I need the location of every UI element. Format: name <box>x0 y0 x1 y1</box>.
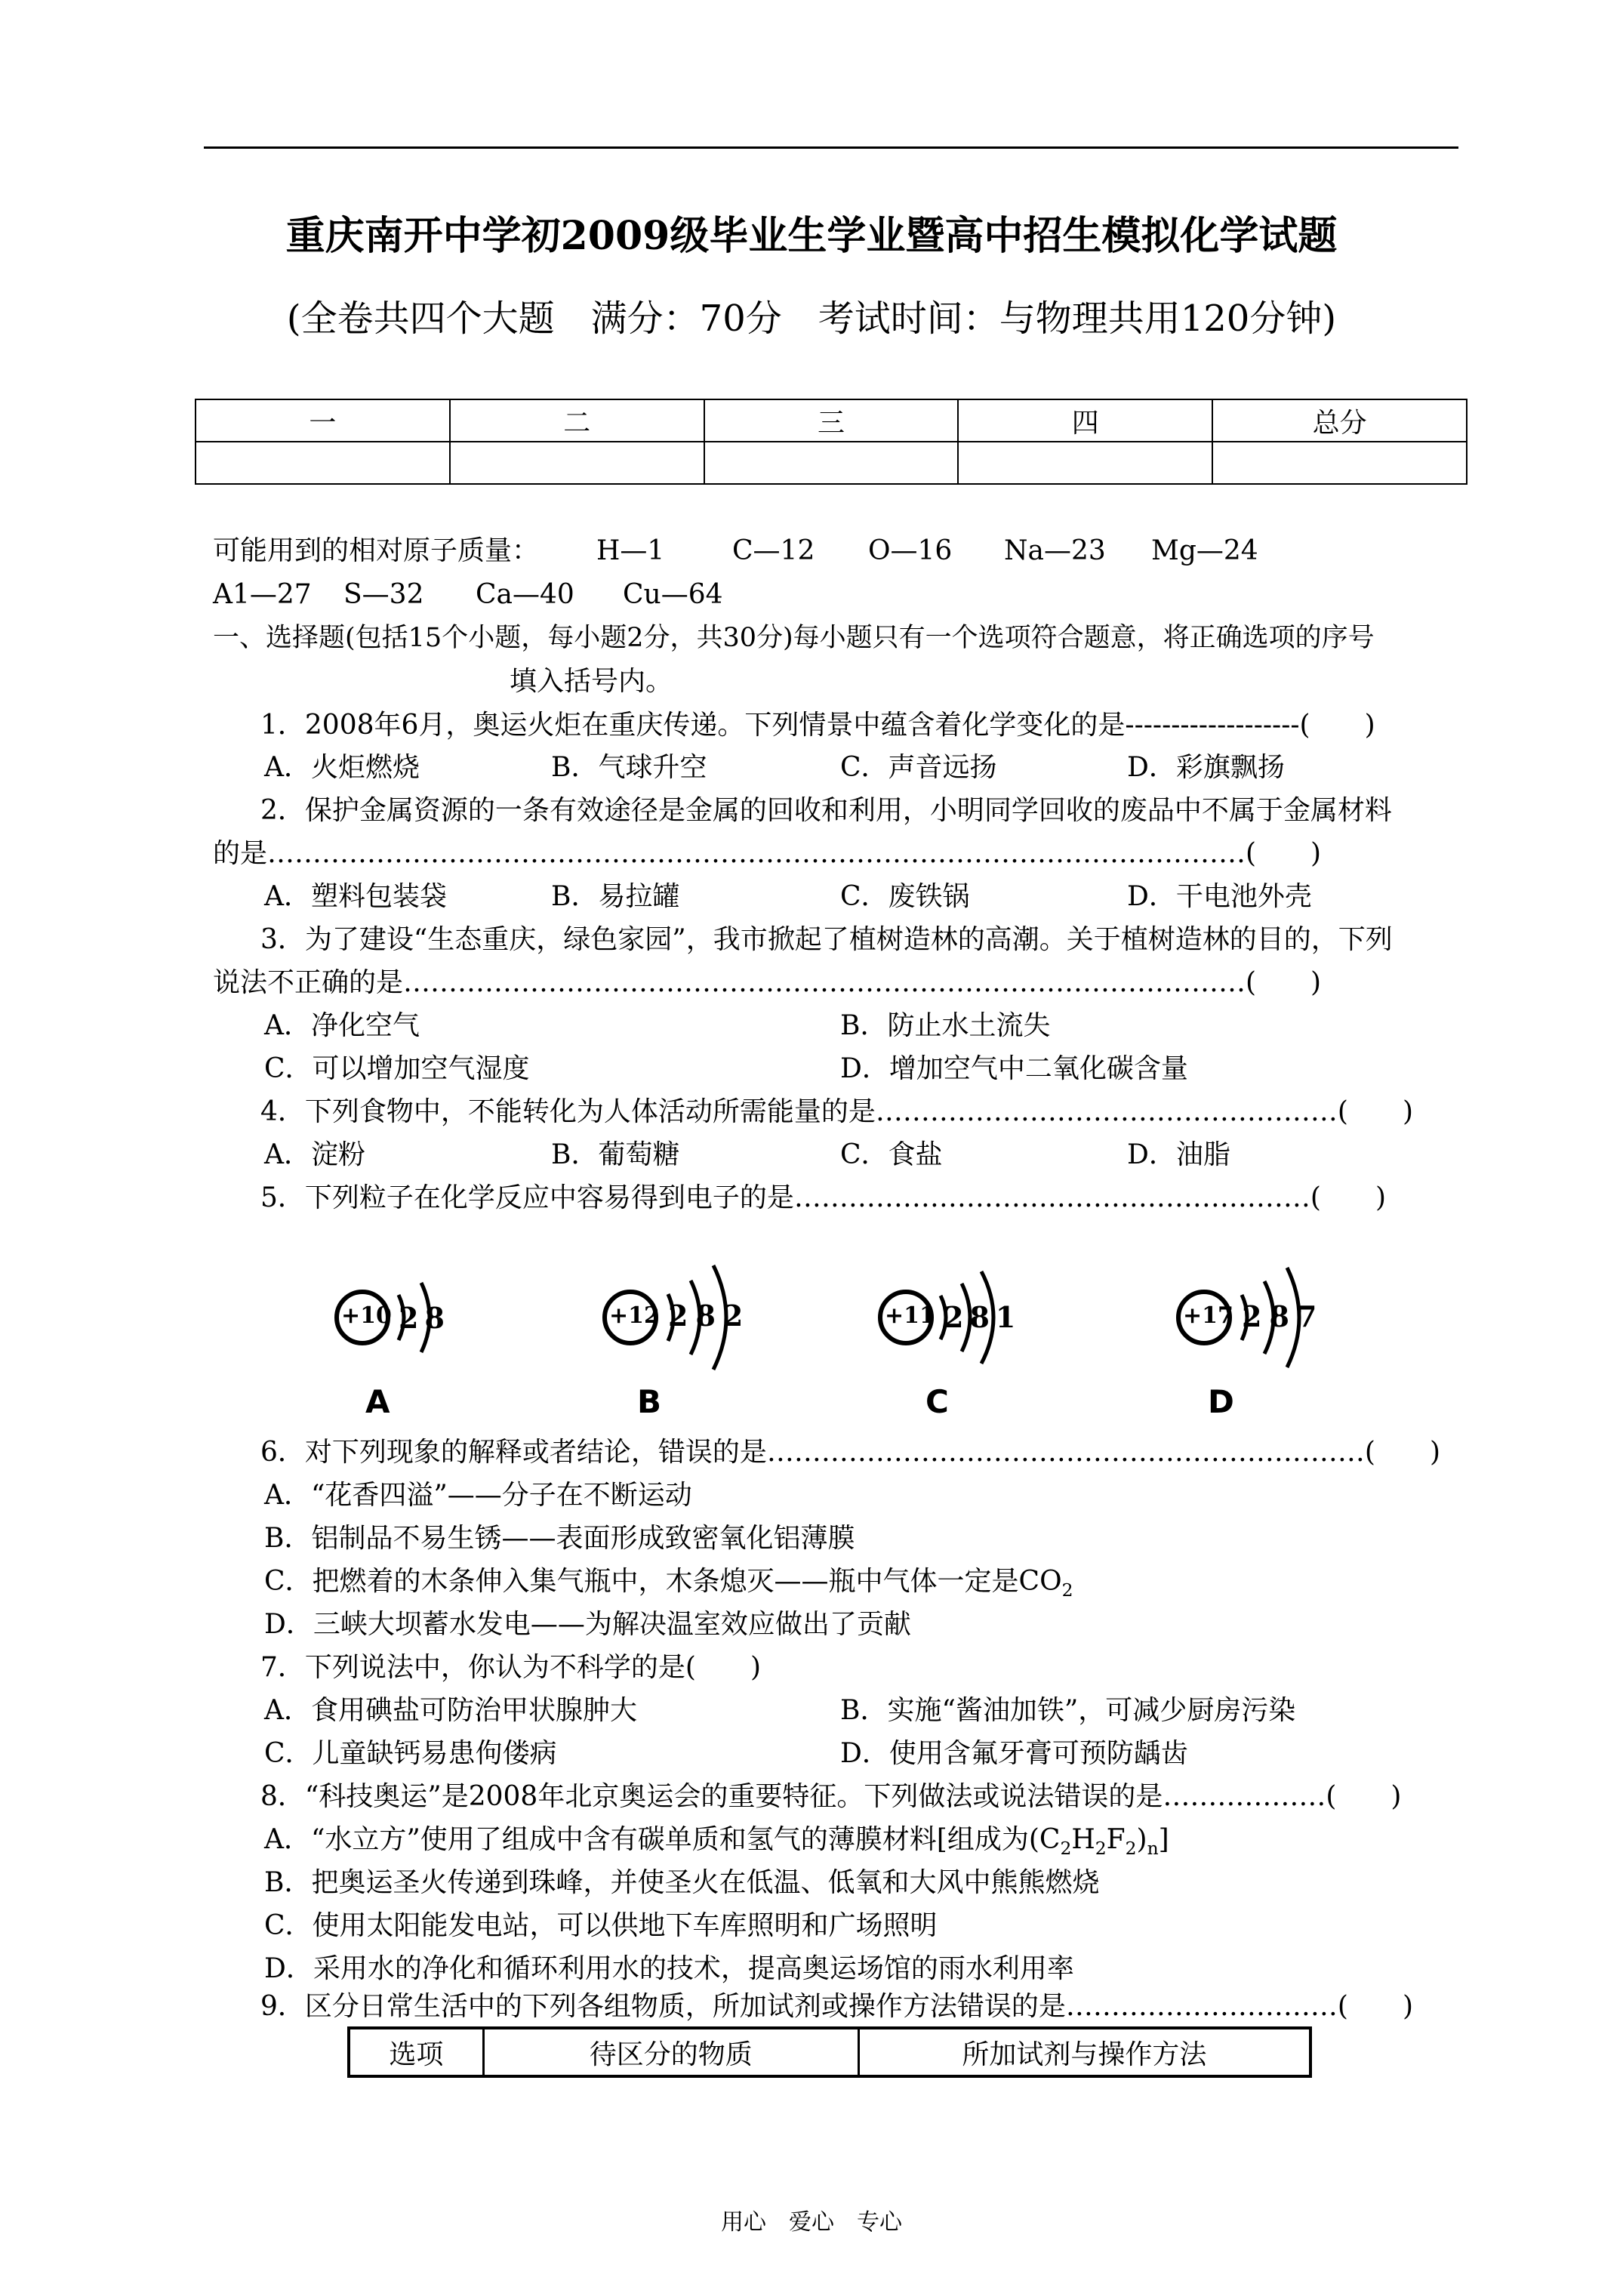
q6-stem: 6．对下列现象的解释或者结论，错误的是…………………………………………………………( ) <box>260 1437 1440 1468</box>
score-col-3: 三 <box>704 399 959 442</box>
score-cell[interactable] <box>958 442 1212 484</box>
score-cell[interactable] <box>450 442 704 484</box>
q1-option-d[interactable]: D．彩旗飘扬 <box>1127 752 1285 783</box>
q4-option-d[interactable]: D．油脂 <box>1127 1139 1230 1170</box>
q7-stem: 7．下列说法中，你认为不科学的是( ) <box>260 1652 761 1683</box>
atom-diagram-c[interactable] <box>876 1253 1042 1377</box>
atomic-mass-item: C—12 <box>732 535 815 566</box>
q9-col-option: 选项 <box>349 2028 483 2076</box>
q4-stem: 4．下列食物中，不能转化为人体活动所需能量的是……………………………………………( ) <box>260 1096 1413 1127</box>
q3-option-b[interactable]: B．防止水土流失 <box>840 1010 1051 1041</box>
atomic-mass-item: S—32 <box>343 579 424 610</box>
atom-label-c: C <box>925 1383 949 1420</box>
atomic-mass-item: H—1 <box>596 535 665 566</box>
q1-stem: 1．2008年6月，奥运火炬在重庆传递。下列情景中蕴含着化学变化的是-------------------( ) <box>260 710 1375 741</box>
atom-label-d: D <box>1208 1383 1234 1420</box>
q3-option-a[interactable]: A．净化空气 <box>264 1010 420 1041</box>
atomic-mass-item: Cu—64 <box>623 579 723 610</box>
q2-option-c[interactable]: C．废铁锅 <box>840 881 970 912</box>
q7-option-b[interactable]: B．实施“酱油加铁”，可减少厨房污染 <box>840 1695 1296 1726</box>
score-col-1: 一 <box>196 399 450 442</box>
atom-diagram-a[interactable] <box>332 1257 483 1373</box>
score-col-2: 二 <box>450 399 704 442</box>
q7-option-d[interactable]: D．使用含氟牙膏可预防龋齿 <box>840 1738 1188 1769</box>
q9-options-table <box>347 2026 1312 2078</box>
top-rule <box>204 146 1458 149</box>
q3-stem: 3．为了建设“生态重庆，绿色家园”，我市掀起了植树造林的高潮。关于植树造林的目的，下列 <box>260 924 1393 955</box>
q8-option-d[interactable]: D．采用水的净化和循环利用水的技术，提高奥运场馆的雨水利用率 <box>264 1953 1074 1984</box>
atom-diagram-d[interactable] <box>1174 1250 1347 1381</box>
q9-table-header-row <box>349 2028 1310 2076</box>
section1-heading-cont: 填入括号内。 <box>510 666 673 697</box>
q1-option-b[interactable]: B．气球升空 <box>551 752 707 783</box>
q2-option-a[interactable]: A．塑料包装袋 <box>264 881 447 912</box>
score-table-value-row <box>196 442 1467 484</box>
atomic-mass-label: 可能用到的相对原子质量： <box>213 535 540 566</box>
q3-option-c[interactable]: C．可以增加空气湿度 <box>264 1053 530 1084</box>
q9-col-method: 所加试剂与操作方法 <box>858 2028 1310 2076</box>
q7-option-c[interactable]: C．儿童缺钙易患佝偻病 <box>264 1738 557 1769</box>
q4-option-c[interactable]: C．食盐 <box>840 1139 943 1170</box>
atom-a-nucleus: +10 <box>341 1302 392 1329</box>
atom-c-nucleus: +11 <box>885 1302 935 1329</box>
q3-stem-cont: 说法不正确的是…………………………………………………………………………………( ) <box>213 967 1322 998</box>
atom-d-nucleus: +17 <box>1183 1302 1233 1329</box>
score-table <box>195 399 1467 485</box>
atom-c-shells: 281 <box>944 1300 1022 1334</box>
q8-option-a[interactable]: A．“水立方”使用了组成中含有碳单质和氢气的薄膜材料[组成为$(C_2H_2F_2)_n$] <box>264 1824 1169 1860</box>
q4-option-b[interactable]: B．葡萄糖 <box>551 1139 680 1170</box>
q6-option-c[interactable]: C．把燃着的木条伸入集气瓶中，木条熄灭——瓶中气体一定是$CO_2$ <box>264 1566 1073 1601</box>
q6-option-b[interactable]: B．铝制品不易生锈——表面形成致密氧化铝薄膜 <box>264 1523 855 1554</box>
q9-col-substances: 待区分的物质 <box>483 2028 858 2076</box>
q6-option-a[interactable]: A．“花香四溢”——分子在不断运动 <box>264 1480 692 1511</box>
q2-option-d[interactable]: D．干电池外壳 <box>1127 881 1312 912</box>
q9-stem: 9．区分日常生活中的下列各组物质，所加试剂或操作方法错误的是…………………………( ) <box>260 1991 1413 2022</box>
q2-stem: 2．保护金属资源的一条有效途径是金属的回收和利用，小明同学回收的废品中不属于金属材料 <box>260 795 1392 826</box>
atomic-mass-item: Na—23 <box>1004 535 1106 566</box>
atom-diagram-b[interactable] <box>600 1238 774 1377</box>
score-cell[interactable] <box>1212 442 1467 484</box>
atom-d-shells: 287 <box>1242 1299 1325 1333</box>
atom-label-a: A <box>365 1383 390 1420</box>
q2-option-b[interactable]: B．易拉罐 <box>551 881 680 912</box>
q1-option-a[interactable]: A．火炬燃烧 <box>264 752 420 783</box>
atomic-mass-item: Ca—40 <box>476 579 574 610</box>
q6-option-d[interactable]: D．三峡大坝蓄水发电——为解决温室效应做出了贡献 <box>264 1609 911 1640</box>
atomic-mass-item: A1—27 <box>213 579 312 610</box>
q1-option-c[interactable]: C．声音远扬 <box>840 752 997 783</box>
q8-stem: 8．“科技奥运”是2008年北京奥运会的重要特征。下列做法或说法错误的是………………( ) <box>260 1781 1402 1812</box>
atom-b-nucleus: +12 <box>609 1302 660 1329</box>
score-col-4: 四 <box>958 399 1212 442</box>
score-table-header-row <box>196 399 1467 442</box>
section1-heading: 一、选择题(包括15个小题，每小题2分，共30分)每小题只有一个选项符合题意，将正确选项的序号 <box>213 623 1375 653</box>
q8-option-c[interactable]: C．使用太阳能发电站，可以供地下车库照明和广场照明 <box>264 1910 938 1941</box>
q7-option-a[interactable]: A．食用碘盐可防治甲状腺肿大 <box>264 1695 637 1726</box>
atomic-mass-item: O—16 <box>868 535 953 566</box>
q4-option-a[interactable]: A．淀粉 <box>264 1139 365 1170</box>
exam-subtitle: (全卷共四个大题 满分：70分 考试时间：与物理共用120分钟) <box>286 297 1337 340</box>
q5-stem: 5．下列粒子在化学反应中容易得到电子的是…………………………………………………( ) <box>260 1182 1386 1213</box>
q3-option-d[interactable]: D．增加空气中二氧化碳含量 <box>840 1053 1188 1084</box>
exam-title: 重庆南开中学初2009级毕业生学业暨高中招生模拟化学试题 <box>285 213 1338 259</box>
atomic-mass-item: Mg—24 <box>1151 535 1258 566</box>
q8-option-b[interactable]: B．把奥运圣火传递到珠峰，并使圣火在低温、低氧和大风中熊熊燃烧 <box>264 1867 1100 1898</box>
atom-label-b: B <box>637 1383 662 1420</box>
atom-a-shells: 28 <box>399 1301 451 1335</box>
score-col-total: 总分 <box>1212 399 1467 442</box>
q2-stem-cont: 的是………………………………………………………………………………………………( ) <box>213 838 1322 869</box>
page-footer: 用心 爱心 专心 <box>721 2209 902 2236</box>
score-cell[interactable] <box>196 442 450 484</box>
score-cell[interactable] <box>704 442 959 484</box>
atom-b-shells: 282 <box>668 1299 751 1333</box>
